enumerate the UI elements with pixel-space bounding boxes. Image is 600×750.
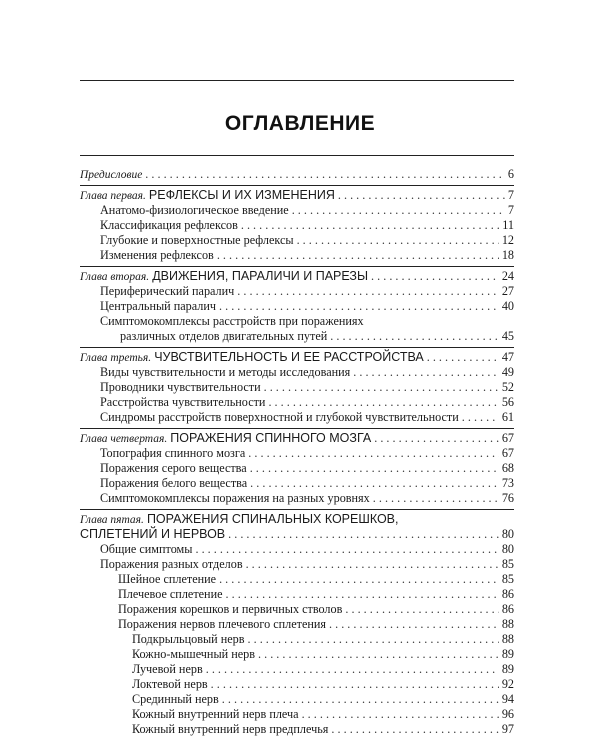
leader-dots (338, 188, 505, 203)
page-number: 7 (507, 188, 514, 202)
leader-dots (329, 617, 499, 632)
page-number: 47 (501, 350, 514, 364)
toc-entry (100, 446, 514, 461)
toc-entry (100, 380, 514, 395)
entry-title: Поражения серого вещества (100, 461, 247, 475)
chapter-3-heading (80, 350, 514, 366)
leader-dots (248, 446, 499, 461)
toc-entry (100, 476, 514, 491)
toc-entry (132, 662, 514, 677)
chapter-rule (80, 347, 514, 348)
entry-title: Изменения рефлексов (100, 248, 214, 262)
toc-entry (100, 284, 514, 299)
chapter-title: РЕФЛЕКСЫ И ИХ ИЗМЕНЕНИЯ (148, 188, 335, 202)
chapter-label: Глава вторая. (80, 271, 150, 283)
leader-dots (219, 572, 499, 587)
page-number: 12 (501, 233, 514, 247)
toc-entry (100, 248, 514, 263)
toc-entry (118, 602, 514, 617)
preface-label: Предисловие (80, 169, 143, 181)
entry-title: Расстройства чувствительности (100, 395, 266, 409)
chapter-label: Глава первая. (80, 190, 146, 202)
page-number: 92 (501, 677, 514, 691)
entry-title: Поражения белого вещества (100, 476, 248, 490)
leader-dots (302, 707, 499, 722)
chapter-4-heading (80, 431, 514, 447)
chapter-title: ДВИЖЕНИЯ, ПАРАЛИЧИ И ПАРЕЗЫ (152, 269, 369, 283)
leader-dots (373, 491, 499, 506)
toc-entry (100, 395, 514, 410)
entry-title: Лучевой нерв (132, 662, 203, 676)
toc-entry (132, 722, 514, 737)
entry-title: Центральный паралич (100, 299, 217, 313)
entry-title: Подкрыльцовый нерв (132, 632, 245, 646)
page-number: 76 (501, 491, 514, 505)
toc-entry (132, 692, 514, 707)
leader-dots (353, 365, 499, 380)
toc-entry (100, 299, 514, 314)
leader-dots (211, 677, 499, 692)
leader-dots (258, 647, 499, 662)
page-number: 80 (501, 542, 514, 556)
toc-entry (100, 233, 514, 248)
leader-dots (268, 395, 498, 410)
entry-title: Периферический паралич (100, 284, 235, 298)
page-number: 67 (501, 446, 514, 460)
leader-dots (297, 233, 499, 248)
entry-title: Срединный нерв (132, 692, 219, 706)
chapter-title-continued: СПЛЕТЕНИЙ И НЕРВОВ (80, 527, 226, 541)
leader-dots (345, 602, 498, 617)
leader-dots (237, 284, 499, 299)
entry-title: Кожный внутренний нерв предплечья (132, 722, 329, 736)
leader-dots (222, 692, 499, 707)
leader-dots (195, 542, 498, 557)
leader-dots (246, 557, 499, 572)
chapter-2-heading (80, 269, 514, 285)
leader-dots (250, 461, 499, 476)
toc-entry (120, 329, 514, 344)
toc-entry (132, 632, 514, 647)
leader-dots (374, 431, 499, 446)
page-number: 45 (501, 329, 514, 343)
entry-title: Кожный внутренний нерв плеча (132, 707, 299, 721)
leader-dots (331, 722, 498, 737)
leader-dots (330, 329, 499, 344)
page-number: 61 (501, 410, 514, 424)
chapter-rule (80, 266, 514, 267)
entry-title: Шейное сплетение (118, 572, 217, 586)
entry-title: Локтевой нерв (132, 677, 208, 691)
page-number: 86 (501, 587, 514, 601)
leader-dots (228, 527, 499, 542)
chapter-5-heading-line2 (80, 527, 514, 542)
page-number: 68 (501, 461, 514, 475)
page-number: 27 (501, 284, 514, 298)
entry-title: Поражения нервов плечевого сплетения (118, 617, 327, 631)
leader-dots (241, 218, 499, 233)
entry-title: Кожно-мышечный нерв (132, 647, 255, 661)
chapter-title: ПОРАЖЕНИЯ СПИННОГО МОЗГА (170, 431, 372, 445)
chapter-title: ЧУВСТВИТЕЛЬНОСТЬ И ЕЕ РАССТРОЙСТВА (154, 350, 424, 364)
toc-entry (132, 707, 514, 722)
toc-entry (100, 203, 514, 218)
page-number: 67 (501, 431, 514, 445)
entry-title: Топография спинного мозга (100, 446, 246, 460)
chapter-title: ПОРАЖЕНИЯ СПИНАЛЬНЫХ КОРЕШКОВ, (146, 512, 399, 526)
entry-title: Симптомокомплексы поражения на разных уровнях (100, 491, 370, 505)
leader-dots (217, 248, 499, 263)
page-number: 56 (501, 395, 514, 409)
top-rule (80, 80, 514, 81)
entry-title: Поражения разных отделов (100, 557, 243, 571)
toc-entry (100, 461, 514, 476)
page-number: 89 (501, 647, 514, 661)
toc-entry (100, 410, 514, 425)
leader-dots (292, 203, 505, 218)
page-number: 7 (507, 203, 514, 217)
entry-title: Проводники чувствительности (100, 380, 261, 394)
leader-dots (248, 632, 499, 647)
page-number: 6 (507, 167, 514, 181)
toc-entry (118, 587, 514, 602)
page-number: 52 (501, 380, 514, 394)
entry-title: Классификация рефлексов (100, 218, 238, 232)
page-number: 11 (502, 218, 514, 232)
toc-entry (132, 647, 514, 662)
entry-title-continued: различных отделов двигательных путей (120, 329, 328, 343)
chapter-5-heading-line1 (80, 512, 399, 528)
toc-entry (100, 491, 514, 506)
page-number: 94 (501, 692, 514, 706)
toc-entry (100, 365, 514, 380)
leader-dots (250, 476, 499, 491)
toc-entry (100, 542, 514, 557)
page-number: 96 (501, 707, 514, 721)
leader-dots (206, 662, 499, 677)
leader-dots (462, 410, 499, 425)
leader-dots (264, 380, 499, 395)
entry-title: Плечевое сплетение (118, 587, 223, 601)
leader-dots (427, 350, 499, 365)
toc-entry (100, 557, 514, 572)
leader-dots (219, 299, 499, 314)
page-number: 80 (501, 527, 514, 541)
chapter-label: Глава четвертая. (80, 433, 168, 445)
page-number: 97 (501, 722, 514, 736)
entry-title: Симптомокомплексы расстройств при поражениях (100, 314, 364, 328)
title-rule (80, 155, 514, 156)
toc-entry (100, 218, 514, 233)
toc-entry-preface (80, 167, 514, 183)
chapter-rule (80, 428, 514, 429)
entry-title: Поражения корешков и первичных стволов (118, 602, 343, 616)
chapter-rule (80, 185, 514, 186)
toc-entry (118, 572, 514, 587)
page-title: ОГЛАВЛЕНИЕ (224, 112, 376, 135)
entry-title: Синдромы расстройств поверхностной и глубокой чувствительности (100, 410, 459, 424)
page-number: 49 (501, 365, 514, 379)
leader-dots (371, 269, 499, 284)
page-number: 85 (501, 557, 514, 571)
entry-title: Виды чувствительности и методы исследования (100, 365, 351, 379)
page-number: 24 (501, 269, 514, 283)
page-number: 86 (501, 602, 514, 616)
chapter-label: Глава третья. (80, 352, 152, 364)
entry-title: Глубокие и поверхностные рефлексы (100, 233, 294, 247)
page-number: 40 (501, 299, 514, 313)
chapter-1-heading (80, 188, 514, 204)
page-number: 85 (501, 572, 514, 586)
leader-dots (226, 587, 499, 602)
entry-title: Общие симптомы (100, 542, 193, 556)
chapter-label: Глава пятая. (80, 514, 144, 526)
toc-entry (132, 677, 514, 692)
page-number: 88 (501, 617, 514, 631)
chapter-rule (80, 509, 514, 510)
leader-dots (145, 167, 505, 182)
page-number: 73 (501, 476, 514, 490)
page-number: 18 (501, 248, 514, 262)
entry-title: Анатомо-физиологическое введение (100, 203, 289, 217)
page-number: 89 (501, 662, 514, 676)
page-number: 88 (501, 632, 514, 646)
toc-entry (118, 617, 514, 632)
